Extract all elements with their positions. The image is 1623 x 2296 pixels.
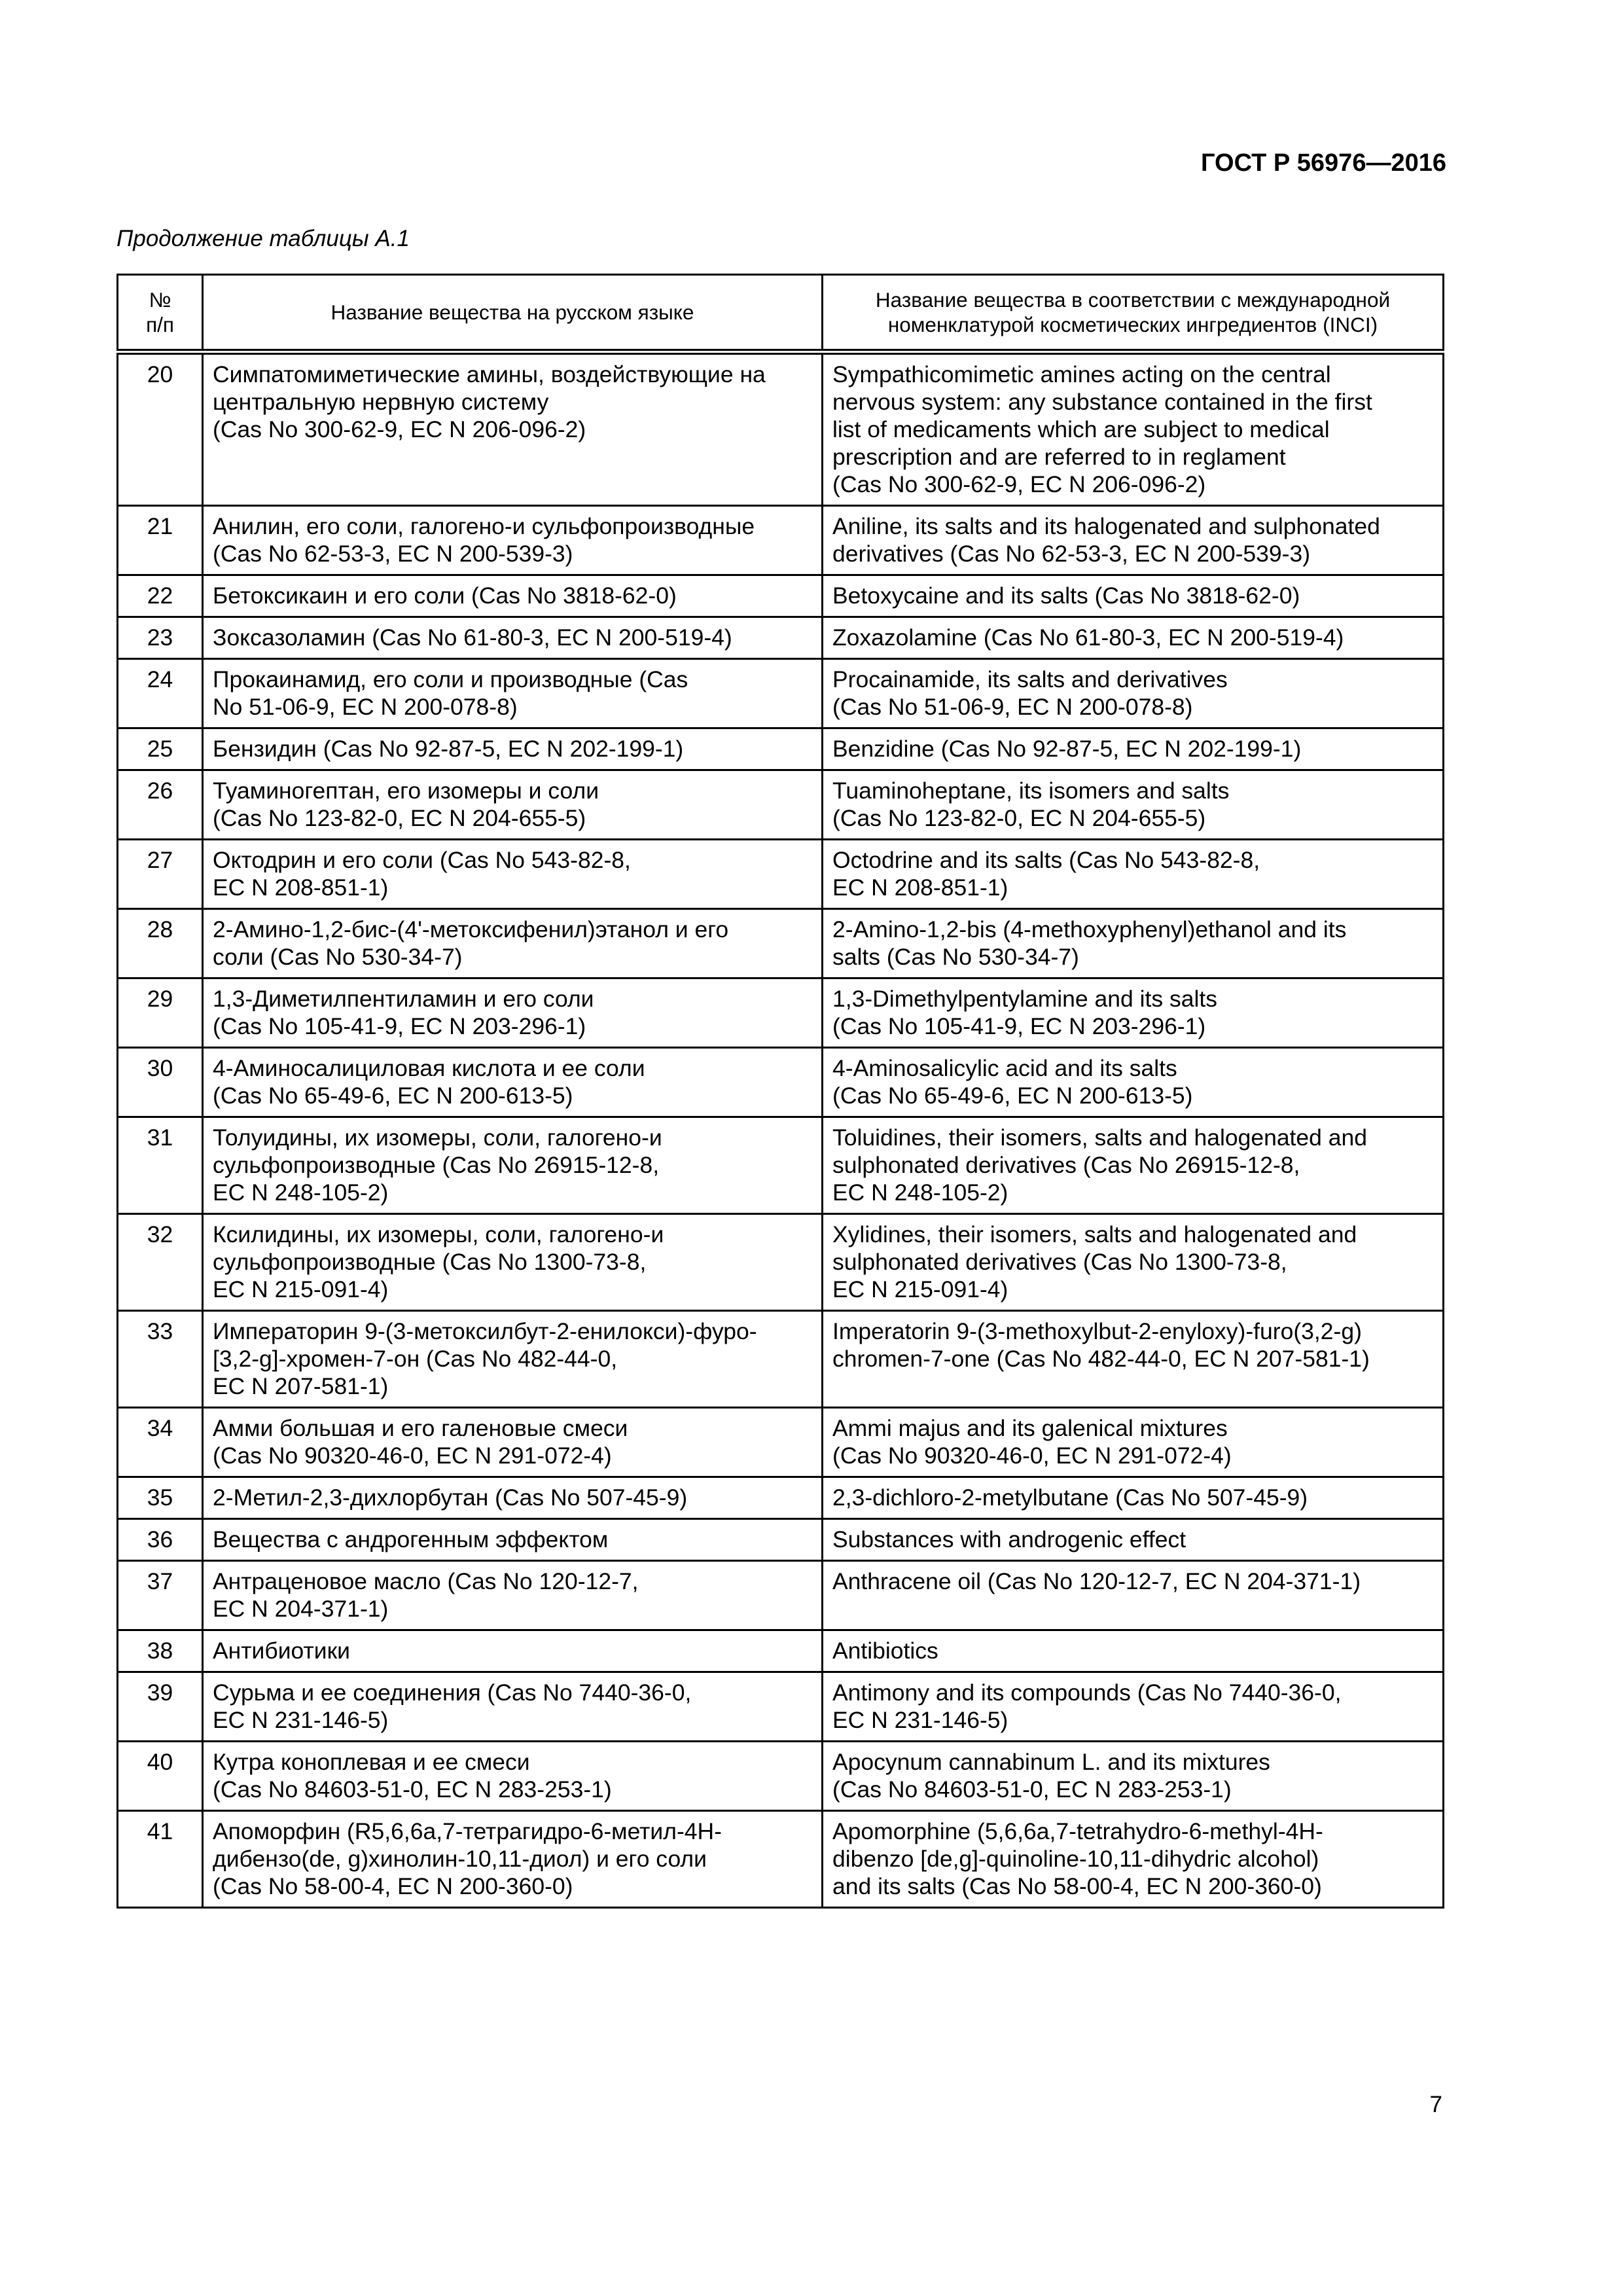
row-number: 24 bbox=[118, 659, 203, 728]
table-row bbox=[118, 1672, 1444, 1742]
row-number: 34 bbox=[118, 1408, 203, 1477]
table-row bbox=[118, 1519, 1444, 1561]
substance-name-ru: Вещества с андрогенным эффектом bbox=[203, 1519, 823, 1561]
substance-name-inci: Xylidines, their isomers, salts and halogenated and sulphonated derivatives (Cas No 1300-73-8, EC N 215-091-4) bbox=[823, 1214, 1444, 1311]
row-number: 40 bbox=[118, 1742, 203, 1811]
table-row bbox=[118, 352, 1444, 506]
row-number: 21 bbox=[118, 506, 203, 575]
substance-name-ru: Апоморфин (R5,6,6a,7-тетрагидро-6-метил-4H- дибензо(de, g)хинолин-10,11-диол) и его соли (Cas No 58-00-4, EC N 200-360-0) bbox=[203, 1811, 823, 1908]
substance-name-inci: Anthracene oil (Cas No 120-12-7, EC N 204-371-1) bbox=[823, 1561, 1444, 1630]
header-russian-name: Название вещества на русском языке bbox=[203, 275, 823, 352]
substance-name-ru: Прокаинамид, его соли и производные (Cas No 51-06-9, EC N 200-078-8) bbox=[203, 659, 823, 728]
substance-name-inci: Apocynum cannabinum L. and its mixtures (Cas No 84603-51-0, EC N 283-253-1) bbox=[823, 1742, 1444, 1811]
row-number: 22 bbox=[118, 575, 203, 617]
table-row bbox=[118, 770, 1444, 840]
substance-name-inci: Antibiotics bbox=[823, 1630, 1444, 1672]
substance-name-inci: Procainamide, its salts and derivatives (Cas No 51-06-9, EC N 200-078-8) bbox=[823, 659, 1444, 728]
substance-name-ru: Императорин 9-(3-метоксилбут-2-енилокси)-фуро- [3,2-g]-хромен-7-он (Cas No 482-44-0, EC N 207-581-1) bbox=[203, 1311, 823, 1408]
substance-name-inci: 1,3-Dimethylpentylamine and its salts (Cas No 105-41-9, EC N 203-296-1) bbox=[823, 978, 1444, 1048]
header-number: № п/п bbox=[118, 275, 203, 352]
substance-name-ru: 1,3-Диметилпентиламин и его соли (Cas No 105-41-9, EC N 203-296-1) bbox=[203, 978, 823, 1048]
row-number: 30 bbox=[118, 1048, 203, 1117]
substance-name-ru: Антраценовое масло (Cas No 120-12-7, EC N 204-371-1) bbox=[203, 1561, 823, 1630]
row-number: 25 bbox=[118, 728, 203, 770]
row-number: 31 bbox=[118, 1117, 203, 1214]
row-number: 37 bbox=[118, 1561, 203, 1630]
table-row bbox=[118, 978, 1444, 1048]
substance-name-inci: 4-Aminosalicylic acid and its salts (Cas No 65-49-6, EC N 200-613-5) bbox=[823, 1048, 1444, 1117]
substance-name-inci: Zoxazolamine (Cas No 61-80-3, EC N 200-519-4) bbox=[823, 617, 1444, 659]
substance-name-ru: Антибиотики bbox=[203, 1630, 823, 1672]
row-number: 23 bbox=[118, 617, 203, 659]
substance-name-inci: Toluidines, their isomers, salts and halogenated and sulphonated derivatives (Cas No 26915-12-8, EC N 248-105-2) bbox=[823, 1117, 1444, 1214]
table-row bbox=[118, 1561, 1444, 1630]
table-row bbox=[118, 909, 1444, 978]
table-row bbox=[118, 1214, 1444, 1311]
table-row bbox=[118, 1117, 1444, 1214]
substance-name-inci: Octodrine and its salts (Cas No 543-82-8, EC N 208-851-1) bbox=[823, 840, 1444, 909]
row-number: 38 bbox=[118, 1630, 203, 1672]
table-row bbox=[118, 1408, 1444, 1477]
page-number: 7 bbox=[1429, 2092, 1442, 2117]
table-row bbox=[118, 506, 1444, 575]
substance-name-ru: Амми большая и его галеновые смеси (Cas No 90320-46-0, EC N 291-072-4) bbox=[203, 1408, 823, 1477]
row-number: 26 bbox=[118, 770, 203, 840]
substance-name-inci: Apomorphine (5,6,6a,7-tetrahydro-6-methyl-4H- dibenzo [de,g]-quinoline-10,11-dihydric alcohol) and its salts (Cas No 58-00-4, EC N 200-360-0) bbox=[823, 1811, 1444, 1908]
substance-name-ru: 2-Метил-2,3-дихлорбутан (Cas No 507-45-9) bbox=[203, 1477, 823, 1519]
table-row bbox=[118, 575, 1444, 617]
table-row bbox=[118, 728, 1444, 770]
row-number: 33 bbox=[118, 1311, 203, 1408]
table-row bbox=[118, 617, 1444, 659]
table-header-row bbox=[118, 275, 1444, 352]
substance-name-inci: Betoxycaine and its salts (Cas No 3818-62-0) bbox=[823, 575, 1444, 617]
substance-name-inci: Aniline, its salts and its halogenated and sulphonated derivatives (Cas No 62-53-3, EC N 200-539-3) bbox=[823, 506, 1444, 575]
row-number: 36 bbox=[118, 1519, 203, 1561]
row-number: 41 bbox=[118, 1811, 203, 1908]
substance-name-ru: Туаминогептан, его изомеры и соли (Cas No 123-82-0, EC N 204-655-5) bbox=[203, 770, 823, 840]
substance-name-ru: 2-Амино-1,2-бис-(4'-метоксифенил)этанол и его соли (Cas No 530-34-7) bbox=[203, 909, 823, 978]
row-number: 28 bbox=[118, 909, 203, 978]
table-row bbox=[118, 659, 1444, 728]
row-number: 35 bbox=[118, 1477, 203, 1519]
substance-name-ru: Ксилидины, их изомеры, соли, галогено-и сульфопроизводные (Cas No 1300-73-8, EC N 215-091-4) bbox=[203, 1214, 823, 1311]
table-caption: Продолжение таблицы А.1 bbox=[116, 226, 410, 251]
substance-name-inci: Sympathicomimetic amines acting on the central nervous system: any substance contained in the first list of medicaments which are subject to medical prescription and are referred to in reglament (Cas No 300-62-9, EC N 206-096-2) bbox=[823, 352, 1444, 506]
table-row bbox=[118, 840, 1444, 909]
table-row bbox=[118, 1742, 1444, 1811]
table-row bbox=[118, 1630, 1444, 1672]
substance-name-ru: Зоксазоламин (Cas No 61-80-3, EC N 200-519-4) bbox=[203, 617, 823, 659]
substance-name-ru: Бетоксикаин и его соли (Cas No 3818-62-0) bbox=[203, 575, 823, 617]
row-number: 39 bbox=[118, 1672, 203, 1742]
substance-name-inci: 2,3-dichloro-2-metylbutane (Cas No 507-45-9) bbox=[823, 1477, 1444, 1519]
substance-name-ru: 4-Аминосалициловая кислота и ее соли (Cas No 65-49-6, EC N 200-613-5) bbox=[203, 1048, 823, 1117]
substances-table bbox=[116, 274, 1444, 1909]
table-row bbox=[118, 1811, 1444, 1908]
substance-name-ru: Анилин, его соли, галогено-и сульфопроизводные (Cas No 62-53-3, EC N 200-539-3) bbox=[203, 506, 823, 575]
substance-name-inci: Ammi majus and its galenical mixtures (Cas No 90320-46-0, EC N 291-072-4) bbox=[823, 1408, 1444, 1477]
substance-name-ru: Толуидины, их изомеры, соли, галогено-и сульфопроизводные (Cas No 26915-12-8, EC N 248-105-2) bbox=[203, 1117, 823, 1214]
row-number: 27 bbox=[118, 840, 203, 909]
row-number: 20 bbox=[118, 352, 203, 506]
table-row bbox=[118, 1311, 1444, 1408]
substance-name-ru: Октодрин и его соли (Cas No 543-82-8, EC N 208-851-1) bbox=[203, 840, 823, 909]
substance-name-ru: Симпатомиметические амины, воздействующие на центральную нервную систему (Cas No 300-62-9, EC N 206-096-2) bbox=[203, 352, 823, 506]
substance-name-inci: Tuaminoheptane, its isomers and salts (Cas No 123-82-0, EC N 204-655-5) bbox=[823, 770, 1444, 840]
substance-name-inci: Antimony and its compounds (Cas No 7440-36-0, EC N 231-146-5) bbox=[823, 1672, 1444, 1742]
substance-name-ru: Бензидин (Cas No 92-87-5, EC N 202-199-1) bbox=[203, 728, 823, 770]
substance-name-inci: Substances with androgenic effect bbox=[823, 1519, 1444, 1561]
substance-name-inci: Imperatorin 9-(3-methoxylbut-2-enyloxy)-furo(3,2-g) chromen-7-one (Cas No 482-44-0, EC N 207-581-1) bbox=[823, 1311, 1444, 1408]
substance-name-ru: Сурьма и ее соединения (Cas No 7440-36-0, EC N 231-146-5) bbox=[203, 1672, 823, 1742]
table-row bbox=[118, 1048, 1444, 1117]
row-number: 29 bbox=[118, 978, 203, 1048]
row-number: 32 bbox=[118, 1214, 203, 1311]
header-inci-name: Название вещества в соответствии с международной номенклатурой косметических ингредиентов (INCI) bbox=[823, 275, 1444, 352]
standard-code: ГОСТ Р 56976—2016 bbox=[1201, 149, 1446, 177]
table-row bbox=[118, 1477, 1444, 1519]
substance-name-ru: Кутра коноплевая и ее смеси (Cas No 84603-51-0, EC N 283-253-1) bbox=[203, 1742, 823, 1811]
substance-name-inci: Benzidine (Cas No 92-87-5, EC N 202-199-1) bbox=[823, 728, 1444, 770]
substance-name-inci: 2-Amino-1,2-bis (4-methoxyphenyl)ethanol and its salts (Cas No 530-34-7) bbox=[823, 909, 1444, 978]
